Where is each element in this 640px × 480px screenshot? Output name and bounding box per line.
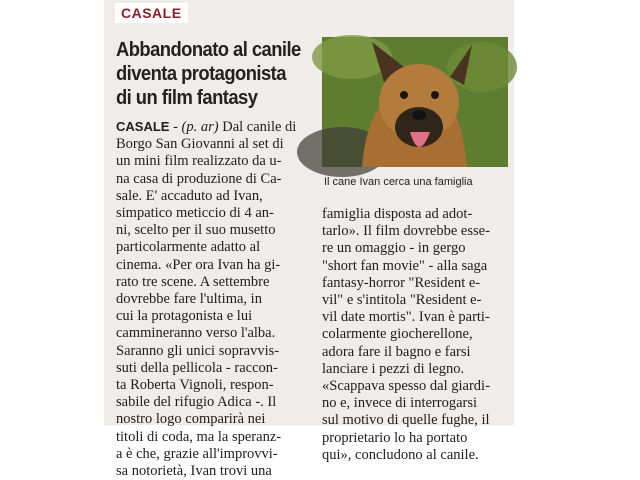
article-line: rato tre scene. A settembre (116, 273, 270, 290)
section-label: CASALE (115, 3, 188, 23)
article-line (116, 118, 312, 136)
article-line: simpatico meticcio di 4 an- (116, 205, 274, 222)
article-line: particolarmente adatto al (116, 239, 261, 256)
article-line: vil" e s'intitola "Resident e- (322, 292, 482, 309)
article-line: lanciare i pezzi di legno. (322, 360, 465, 377)
article-line: colarmente giocherellone, (322, 326, 473, 343)
article-column-1 (116, 118, 312, 480)
article-line: ta Roberta Vignoli, respon- (116, 377, 274, 394)
article-line: "short fan movie" - alla saga (322, 257, 488, 274)
article-line: titoli di coda, ma la speranz- (116, 428, 282, 445)
article-line: ni, scelto per il suo musetto (116, 222, 276, 239)
dateline-separator: - (169, 119, 182, 135)
article-line: Dal canile di (218, 119, 297, 135)
headline-line: Abbandonato al canile (116, 39, 301, 61)
article-line: Saranno gli unici sopravvis- (116, 342, 280, 359)
dog-photo (322, 37, 508, 167)
article-line: suti della pellicola - raccon- (116, 359, 278, 376)
article-line: a è che, grazie all'improvvi- (116, 445, 278, 462)
article-line: fantasy-horror "Resident e- (322, 274, 481, 291)
article-line: nostro logo comparirà nei (116, 411, 266, 428)
article-line: famiglia disposta ad adot- (322, 206, 473, 222)
article-line: sul motivo di quelle fughe, il (322, 412, 490, 429)
article-line: no e, invece di interrogarsi (322, 395, 478, 412)
article-line: proprietario lo ha portato (322, 429, 468, 446)
article-line: un mini film realizzato da u- (116, 153, 282, 170)
article-line: vil date mortis". Ivan è parti- (322, 309, 490, 326)
article-line: tarlo». Il film dovrebbe esse- (322, 223, 490, 240)
article-line: cammineranno verso l'alba. (116, 325, 276, 342)
article-line: na casa di produzione di Ca- (116, 170, 282, 187)
photo-caption: Il cane Ivan cerca una famiglia (324, 176, 473, 188)
headline-line: di un film fantasy (116, 87, 258, 109)
article-line: qui», concludono al canile. (322, 446, 479, 463)
dog-illustration (322, 37, 508, 167)
article-line: sale. E' accaduto ad Ivan, (116, 187, 263, 204)
dateline-place: CASALE (116, 119, 170, 134)
article-line: sa notorietà, Ivan trovi una (116, 463, 272, 480)
headline (116, 38, 301, 110)
article-column-2 (322, 206, 512, 464)
article-line: cinema. «Per ora Ivan ha gi- (116, 256, 281, 273)
article-line: sabile del rifugio Adica -. Il (116, 394, 277, 411)
article-line: re un omaggio - in gergo (322, 240, 466, 257)
byline: (p. ar) (181, 119, 219, 135)
headline-line: diventa protagonista (116, 63, 286, 85)
article-line: cui la protagonista e lui (116, 308, 253, 325)
newspaper-clipping (104, 0, 514, 480)
article-line: «Scappava spesso dal giardi- (322, 378, 490, 395)
article-line: adora fare il bagno e farsi (322, 343, 471, 360)
article-line: dovrebbe fare l'ultima, in (116, 291, 262, 308)
article-line: Borgo San Giovanni al set di (116, 136, 284, 153)
